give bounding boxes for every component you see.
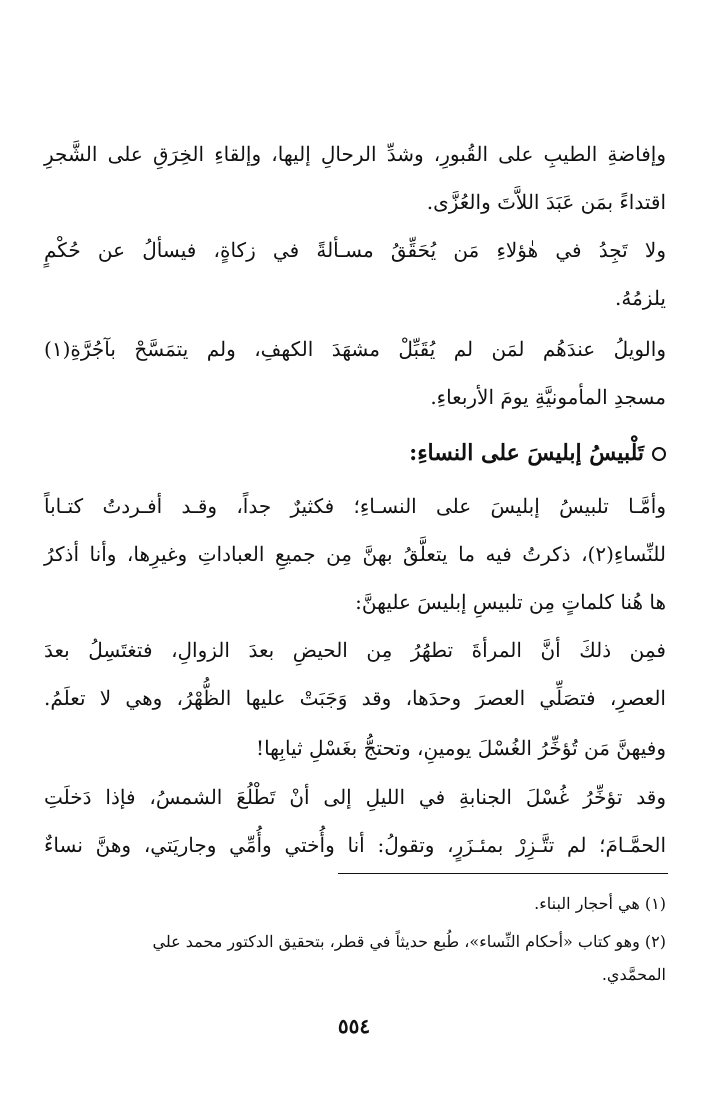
body-line-12: العصرِ، فتصَلِّي العصرَ وحدَها، وقد وَجَبَتْ عليها الظُّهْرُ، وهي لا تعلَمُ. (44, 686, 666, 710)
body-line-3: ولا تَجِدُ في هٰؤلاءِ مَن يُحَقِّقُ مسـألةً في زكاةٍ، فيسألُ عن حُكْمٍ (44, 238, 666, 262)
body-line-13: وفيهنَّ مَن تُؤخِّرُ الغُسْلَ يومينِ، وتحتجُّ بغَسْلِ ثيابِها! (256, 736, 666, 760)
body-line-5: والويلُ عندَهُم لمَن لم يُقَبِّلْ مشهَدَ الكهفِ، ولم يتمَسَّحْ بآجُرَّةِ(١) (44, 337, 666, 361)
body-line-11: فمِن ذلكَ أنَّ المرأةَ تطهُرُ مِن الحيضِ بعدَ الزوالِ، فتغتَسِلُ بعدَ (44, 638, 666, 662)
section-heading-text: تَلْبيسُ إبليسَ على النساءِ: (409, 440, 644, 466)
circle-bullet-icon (652, 447, 666, 461)
body-line-14: وقد تؤخِّرُ غُسْلَ الجنابةِ في الليلِ إلى أنْ تَطْلُعَ الشمسُ، فإذا دَخلَتِ (44, 785, 666, 809)
body-line-9: للنِّساءِ(٢)، ذكرتُ فيه ما يتعلَّقُ بهنَّ مِن جميعِ العباداتِ وغيرِها، وأنا أذكرُ (44, 542, 666, 566)
body-line-10: ها هُنا كلماتٍ مِن تلبيسِ إبليسَ عليهنَّ: (355, 590, 666, 614)
body-line-8: وأمَّـا تلبيسُ إبليسَ على النسـاءِ؛ فكثيرٌ جداً، وقـد أفـردتُ كتـاباً (44, 494, 666, 518)
section-heading (44, 440, 666, 466)
body-line-4: يلزمُهُ. (614, 286, 666, 310)
body-line-6: مسجدِ المأمونيَّةِ يومَ الأربعاءِ. (430, 385, 666, 409)
footnote-1: (١) هي أحجار البناء. (534, 894, 666, 913)
footnote-2-continued: المحمَّدي. (601, 965, 666, 984)
footnote-2: (٢) وهو كتاب «أحكام النِّساء»، طُبع حديثاً في قطر، بتحقيق الدكتور محمد علي (152, 932, 666, 951)
page-number: ٥٥٤ (337, 1014, 371, 1038)
body-line-1: وإفاضةِ الطيبِ على القُبورِ، وشدِّ الرحالِ إليها، وإلقاءِ الخِرَقِ على الشَّجرِ (44, 142, 666, 166)
footnote-divider (338, 873, 668, 874)
body-line-2: اقتداءً بمَن عَبَدَ اللاَّتَ والعُزَّى. (426, 190, 666, 214)
body-line-15: الحمَّـامَ؛ لم تتَّـزِرْ بمئـزَرٍ، وتقولُ: أنا وأُختي وأُمِّي وجاريَتي، وهنَّ نساءٌ (44, 833, 666, 857)
